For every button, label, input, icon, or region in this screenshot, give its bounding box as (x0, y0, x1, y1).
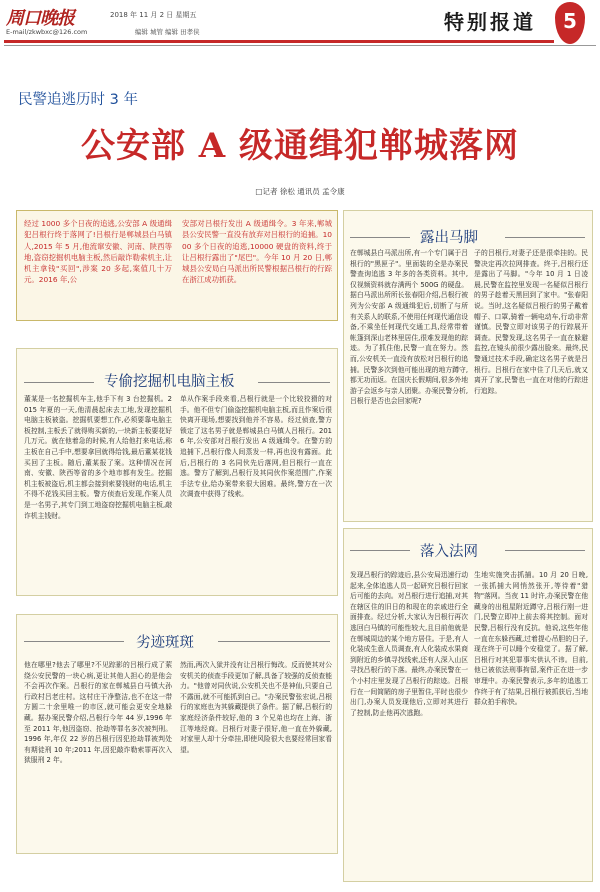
masthead-rule (4, 40, 554, 43)
lead-column-1: 经过 1000 多个日夜的追逃,公安部 A 级通缉犯吕根行终于落网了!吕根行是郸城县白马镇人,2015 年 5 月,他流窜安徽、河南、陕西等地,盗窃挖掘机电脑主板,然后敲诈勒索机主,让机主拿钱"买回",涉案 20 多起,案值几十万元。2016 年,公 (24, 219, 172, 285)
contact-email (6, 27, 200, 36)
heading-rule-left (24, 641, 124, 642)
record-column-2: 然而,两次入狱并没有让吕根行悔改。反而使其对公安机关的侦查手段更加了解,具备了较强的反侦查能力。"他曾对同伙说,公安机关也不是神仙,只要自己不露面,就不可能抓到自己。"办案民警张宏说,吕根行的家庭也为其躲藏提供了条件。据了解,吕根行的家庭经济条件较好,他的 3 个兄弟也均在上海、浙江等地经商。吕根行对妻子很好,他一直在外躲藏,对家里人却十分牵挂,即使风险很大也要经常回家看望。 (180, 661, 332, 754)
exposed-column-2: 子的吕根行,对妻子还是很牵挂的。民警决定再次拉网排查。终于,吕根行还是露出了马脚。"今年 10 月 1 日凌晨,民警在监控里发现一名疑似吕根行的男子趁着天黑回到了家中。"张春阳说。当时,这名疑似吕根行的男子戴着帽子、口罩,骑着一辆电动车,行动非常谨慎。民警立即对该男子的行踪展开调查。民警发现,这名男子一直在躲避监控,在镜头前很少露出脸来。最终,民警通过技术手段,确定这名男子就是吕根行。吕根行在家中住了几天后,就又离开了家,民警也一直在对他的行踪进行追踪。 (474, 249, 588, 395)
heading-rule-right (505, 550, 585, 551)
page-number-badge: 5 (555, 2, 585, 44)
heading-rule-left (350, 550, 410, 551)
section-heading-record: 劣迹斑斑 (136, 635, 194, 651)
exposed-column-1: 在郸城县白马派出所,有一个专门属于吕根行的"黑匣子"。里面装的全是办案民警查询追逃 3 年多的各类资料。其中,仅视频资料就存满两个 500G 的硬盘。据白马派出所所长张春阳介绍,吕根行被列为公安部 A 级通缉犯后,切断了与所有关系人的联系,不使用任何现代通信设备,不乘坐任何现代交通工具,经常带着帐篷到深山老林里居住,很难发现他的踪迹。为了抓住他,民警一直在努力。然而,公安机关一直没有放松对吕根行的追捕。民警多次到他可能出现的地方蹲守,都无功而返。在国庆长假期间,很多外地游子会返乡与亲人团聚。办案民警分析,吕根行是否也会回家呢? (350, 249, 468, 406)
heading-rule-left (24, 382, 94, 383)
theft-column-2: 单从作案手段来看,吕根行就是一个比较狡猾的对手。他不但专门偷盗挖掘机电脑主板,而且作案后很快离开现场,想要找到他并不容易。经过侦查,警方锁定了这名男子就是郸城县白马镇人吕根行。2016 年,公安部对吕根行发出 A 级通缉令。在警方的追捕下,吕根行像人间蒸发一样,再也没有露面。此后,吕根行的 3 名同伙先后落网,但吕根行一直在逃。警方了解到,吕根行及其同伙作案范围广,作案手法专业,给办案带来很大困难。最终,警方在一次次调查中获得了线索。 (180, 395, 332, 499)
article-byline: □记者 徐松 通讯员 孟令康 (255, 187, 345, 196)
article-kicker: 民警追逃历时 3 年 (18, 92, 138, 108)
section-heading-exposed: 露出马脚 (420, 230, 478, 246)
issue-date: 2018 年 11 月 2 日 星期五 (110, 11, 197, 19)
theft-column-1: 董某是一名挖掘机车主,他手下有 3 台挖掘机。2015 年夏的一天,他清晨起床去工地,发现挖掘机电脑主板被盗。挖掘机要想工作,必须要靠电脑主板控制,主板丢了就得购买新的,一块新主板要花好几万元。就在他着急的时候,有人给他打来电话,称主板在自己手中,想要拿回就得给钱,最后董某花钱买回了主板。随后,董某报了案。这种情况在河南、安徽、陕西等省的多个地市都有发生。挖掘机主板被盗后,机主都会接到索要钱财的电话,机主不得不花钱买回主板。警方侦查后发现,作案人员是一名男子,其专门到工地盗窃挖掘机电脑主板,敲诈机主钱财。 (24, 395, 172, 520)
lead-column-2: 安部对吕根行发出 A 级通缉令。3 年来,郸城县公安民警一直没有放弃对吕根行的追捕。1000 多个日夜的追逃,10000 硬盘的资料,终于让吕根行露出了"尾巴"。今年 10 月 20 日,郸城县公安局白马派出所民警根据吕根行的行踪在浙江成功抓获。 (182, 219, 332, 285)
arrest-column-2: 生地实施突击抓捕。10 月 20 日晚,一张抓捕大网悄然张开,等待着"猎物"落网。当夜 11 时许,办案民警在他藏身的出租屋附近蹲守,吕根行刚一进门,民警立即冲上前去将其控制。面对民警,吕根行没有反抗。他说,这些年他一直在东躲西藏,过着提心吊胆的日子,现在终于可以睡个安稳觉了。据了解,吕根行对其犯罪事实供认不讳。目前,他已被依法刑事拘留,案件正在进一步审理中。办案民警表示,多年的追逃工作终于有了结果,吕根行被抓获后,当地群众拍手称快。 (474, 571, 588, 707)
heading-rule-right (218, 641, 330, 642)
heading-rule-left (350, 237, 410, 238)
heading-rule-right (505, 237, 585, 238)
editors-credit: 编辑 城管 编辑 田孝侠 (134, 28, 200, 36)
masthead-thin-rule (4, 45, 596, 46)
record-column-1: 他在哪里?他去了哪里?不见踪影的吕根行成了萦绕公安民警的一块心病,更让其他人担心的是他会不会再次作案。吕根行的家在郸城县白马镇大孙行政村吕老庄村。这村庄干净整洁,也不在这一带方圆二十余里唯一的市区,就可能会更安全地躲藏。据办案民警介绍,吕根行今年 44 岁,1996 年至 2011 年,他因盗窃、抢劫等罪名多次被判刑。1996 年,年仅 22 岁的吕根行因犯抢劫罪被判处有期徒刑 10 年;2011 年,因犯敲诈勒索罪再次入狱服刑 2 年。 (24, 661, 172, 765)
arrest-column-1: 发现吕根行的踪迹后,县公安局迅速行动起来,全体追逃人员一起研究吕根行回家后可能的去向。对吕根行进行追捕,对其在辖区住的旧日的和现在的亲戚进行全面排查。经过分析,大家认为吕根行再次逃回白马镇的可能性较大,且目前他就是在郸城周边的某个地方居住。于是,有人化装成生意人员调查,有人化装成水果商到附近的乡镇寻找线索,还有人深入山区寻找吕根行的下落。最终,办案民警在一个小村庄里发现了吕根行的踪迹。吕根行在一间简陋的房子里暂住,平时也很少出门,办案人员发现他后,立即对其进行了控制,防止他再次逃跑。 (350, 571, 468, 717)
newspaper-logo: 周口晚报 (6, 8, 74, 29)
section-title: 特别报道 (444, 10, 536, 34)
email-address[interactable]: E-mail/zkwbxc@126.com (6, 28, 88, 36)
section-heading-theft: 专偷挖掘机电脑主板 (104, 374, 235, 390)
section-heading-arrest: 落入法网 (420, 544, 478, 560)
heading-rule-right (258, 382, 330, 383)
article-headline: 公安部 A 级通缉犯郸城落网 (80, 126, 520, 166)
